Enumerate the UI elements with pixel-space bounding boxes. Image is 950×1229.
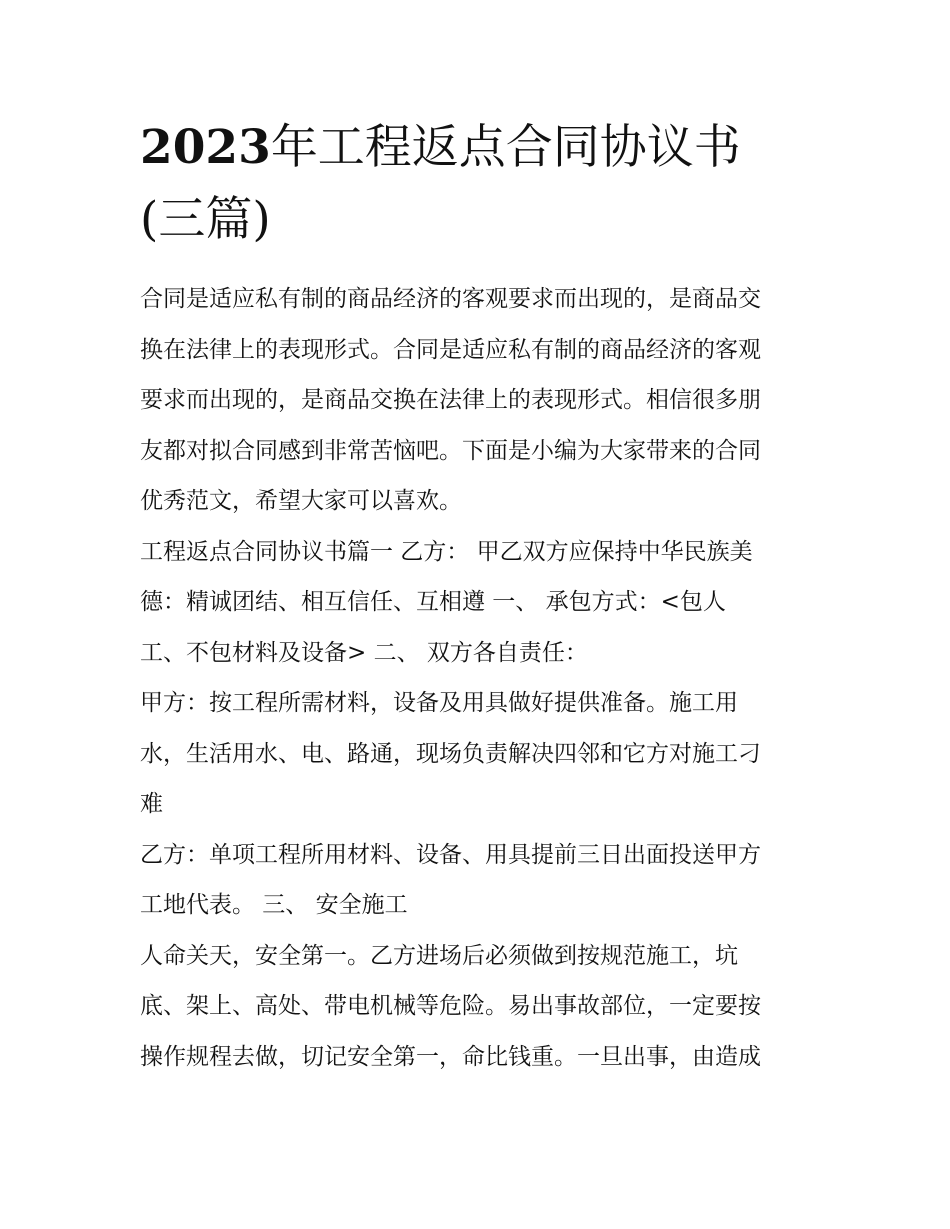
title-text: 年工程返点合同协议书 bbox=[270, 120, 741, 175]
text-line: 工、不包材料及设备> 二、 双方各自责任： bbox=[140, 639, 588, 666]
text-line: 甲方：按工程所需材料，设备及用具做好提供准备。施工用 bbox=[140, 690, 738, 716]
text-line: 工程返点合同协议书篇一 乙方： 甲乙双方应保持中华民族美 bbox=[140, 538, 753, 565]
text-line: 乙方：单项工程所用材料、设备、用具提前三日出面投送甲方 bbox=[140, 841, 761, 868]
paragraph-safety bbox=[140, 931, 812, 1083]
text-line: 友都对拟合同感到非常苦恼吧。下面是小编为大家带来的合同 bbox=[140, 437, 761, 464]
text-line: 合同是适应私有制的商品经济的客观要求而出现的，是商品交 bbox=[140, 286, 761, 312]
text-line: 工地代表。 三、 安全施工 bbox=[140, 892, 408, 918]
paragraph-section-one bbox=[140, 527, 812, 679]
text-line: 换在法律上的表现形式。合同是适应私有制的商品经济的客观 bbox=[140, 336, 761, 363]
document-title bbox=[140, 112, 812, 256]
text-line: 操作规程去做，切记安全第一，命比钱重。一旦出事，由造成 bbox=[140, 1043, 761, 1070]
title-line-1 bbox=[140, 112, 812, 184]
text-line: 优秀范文，希望大家可以喜欢。 bbox=[140, 488, 462, 514]
document-page bbox=[140, 112, 812, 1082]
text-line: 难 bbox=[140, 791, 163, 817]
paragraph-intro bbox=[140, 274, 812, 527]
paragraph-party-a bbox=[140, 678, 812, 830]
text-line: 德：精诚团结、相互信任、互相遵 一、 承包方式：<包人 bbox=[140, 589, 726, 615]
text-line: 底、架上、高处、带电机械等危险。易出事故部位，一定要按 bbox=[140, 993, 761, 1019]
text-line: 人命关天，安全第一。乙方进场后必须做到按规范施工，坑 bbox=[140, 942, 738, 969]
title-year: 2023 bbox=[140, 120, 271, 175]
paragraph-party-b bbox=[140, 830, 812, 931]
text-line: 水，生活用水、电、路通，现场负责解决四邻和它方对施工刁 bbox=[140, 740, 761, 767]
text-line: 要求而出现的，是商品交换在法律上的表现形式。相信很多朋 bbox=[140, 387, 761, 413]
title-line-2: (三篇) bbox=[140, 192, 271, 247]
